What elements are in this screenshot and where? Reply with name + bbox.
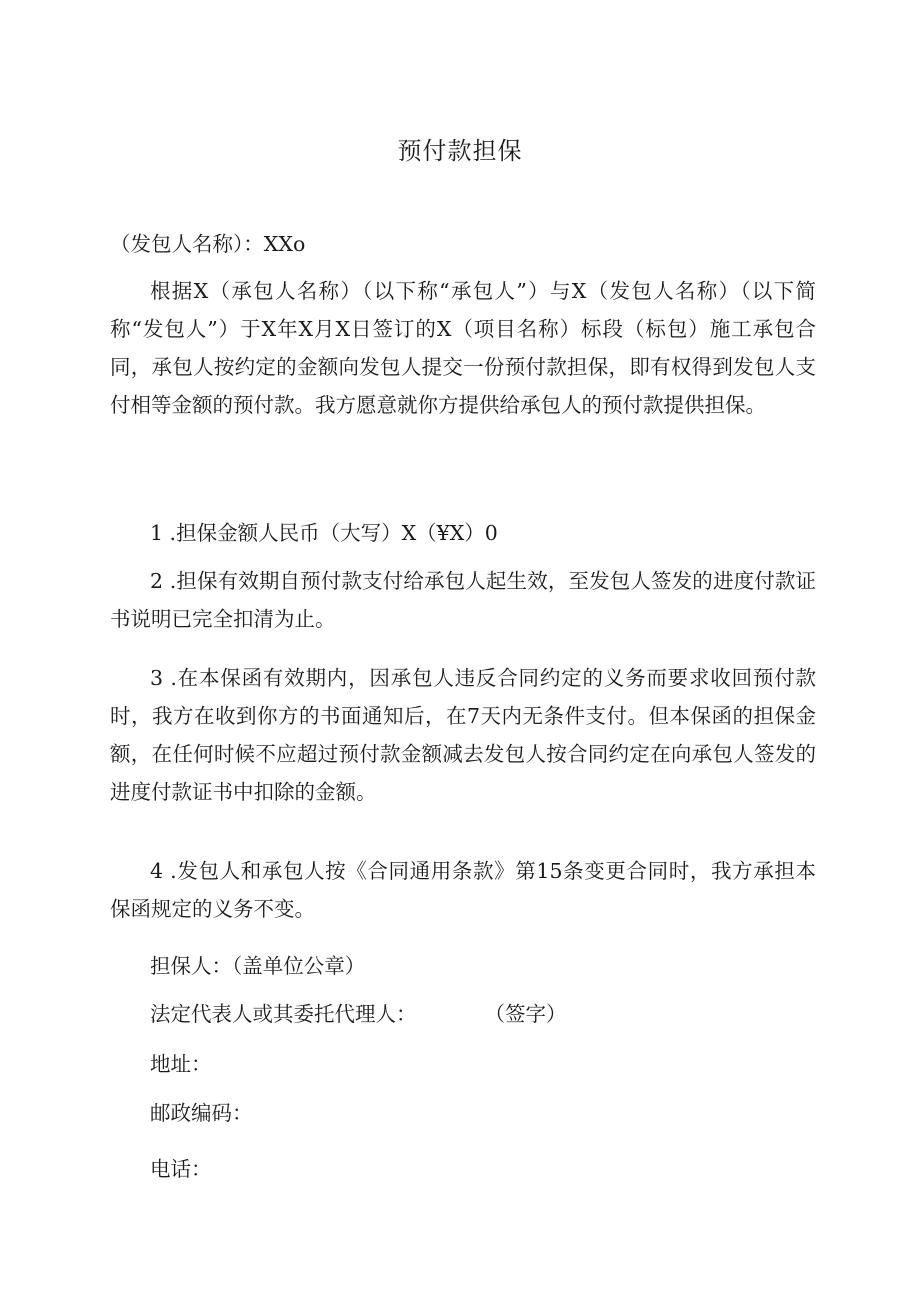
- intro-paragraph: 根据X（承包人名称）（以下称“承包人”）与X（发包人名称）（以下简称“发包人”）于X年X月X日签订的X（项目名称）标段（标包）施工承包合同，承包人按约定的金额向发包人提交一份预付款担保，即有权得到发包人支付相等金额的预付款。我方愿意就你方提供给承包人的预付款提供担保。: [110, 279, 816, 417]
- document-title: 预付款担保: [397, 137, 523, 165]
- guarantor-line: 担保人：（盖单位公章）: [150, 954, 366, 978]
- clause-1: 1 .担保金额人民币（大写）X（¥X）0: [150, 521, 498, 545]
- postal-code-line: 邮政编码：: [150, 1101, 253, 1125]
- representative-line: [150, 995, 567, 1033]
- phone-line: 电话：: [150, 1157, 212, 1181]
- representative-sign: （签字）: [484, 1002, 567, 1026]
- addressee-line: （发包人名称）：XXo: [110, 232, 306, 256]
- address-line: 地址：: [150, 1052, 212, 1076]
- clause-4: 4 .发包人和承包人按《合同通用条款》第15条变更合同时，我方承担本保函规定的义务不变。: [110, 859, 816, 921]
- representative-label: 法定代表人或其委托代理人：: [150, 1002, 417, 1026]
- clause-2: 2 .担保有效期自预付款支付给承包人起生效，至发包人签发的进度付款证书说明已完全扣清为止。: [110, 569, 816, 631]
- clause-3: 3 .在本保函有效期内，因承包人违反合同约定的义务而要求收回预付款时，我方在收到你方的书面通知后，在7天内无条件支付。但本保函的担保金额，在任何时候不应超过预付款金额减去发包人按合同约定在向承包人签发的进度付款证书中扣除的金额。: [110, 666, 816, 804]
